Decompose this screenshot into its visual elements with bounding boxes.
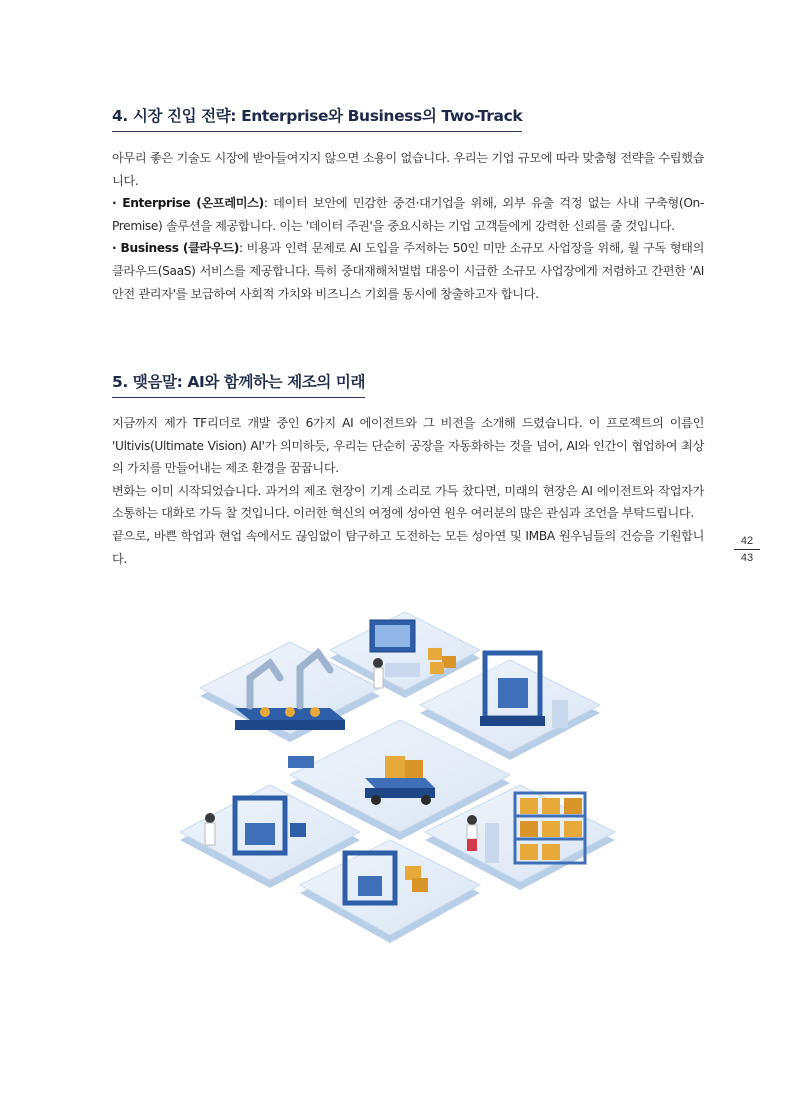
page-number-left: 42 (734, 535, 760, 550)
smart-factory-illustration (180, 608, 620, 968)
section5-p1: 지금까지 제가 TF리더로 개발 중인 6가지 AI 에이전트와 그 비전을 소개해 드렸습니다. 이 프로젝트의 이름인 'Ultivis(Ultimate Vision) AI'가 의미하듯, 우리는 단순히 공장을 자동화하는 것을 넘어, AI와 인간이 협업하여 최상의 가치를 만들어내는 제조 환경을 꿈꿉니다. (112, 416, 704, 476)
section5-body (112, 412, 704, 570)
section4-intro: 아무리 좋은 기술도 시장에 받아들여지지 않으면 소용이 없습니다. 우리는 기업 규모에 따라 맞춤형 전략을 수립했습니다. (112, 151, 704, 188)
enterprise-item (112, 192, 704, 237)
page-number (734, 535, 760, 564)
enterprise-label: · Enterprise (온프레미스) (112, 196, 264, 211)
business-label: · Business (클라우드) (112, 241, 240, 256)
page-number-right: 43 (740, 552, 754, 564)
business-text: : 비용과 인력 문제로 AI 도입을 주저하는 50인 미만 소규모 사업장을 위해, 월 구독 형태의 클라우드(SaaS) 서비스를 제공합니다. 특히 중대재해처벌법 대응이 시급한 소규모 사업장에게 저렴하고 간편한 'AI 안전 관리자'를 보급하여 사회적 가치와 비즈니스 기회를 동시에 창출하고자 합니다. (112, 241, 704, 301)
section5-p2: 변화는 이미 시작되었습니다. 과거의 제조 현장이 기계 소리로 가득 찼다면, 미래의 현장은 AI 에이전트와 작업자가 소통하는 대화로 가득 찰 것입니다. 이러한 혁신의 여정에 성아연 원우 여러분의 많은 관심과 조언을 부탁드립니다. (112, 483, 704, 521)
business-item (112, 237, 704, 305)
section4-body (112, 147, 704, 305)
section5-heading: 5. 맺음말: AI와 함께하는 제조의 미래 (112, 370, 365, 398)
section5-p3: 끝으로, 바쁜 학업과 현업 속에서도 끊임없이 탐구하고 도전하는 모든 성아연 및 IMBA 원우님들의 건승을 기원합니다. (112, 528, 704, 566)
enterprise-text: : 데이터 보안에 민감한 중견·대기업을 위해, 외부 유출 걱정 없는 사내 구축형(On-Premise) 솔루션을 제공합니다. 이는 '데이터 주권'을 중요시하는 기업 고객들에게 강력한 신뢰를 줄 것입니다. (112, 196, 704, 233)
section4-heading: 4. 시장 진입 전략: Enterprise와 Business의 Two-Track (112, 104, 522, 132)
